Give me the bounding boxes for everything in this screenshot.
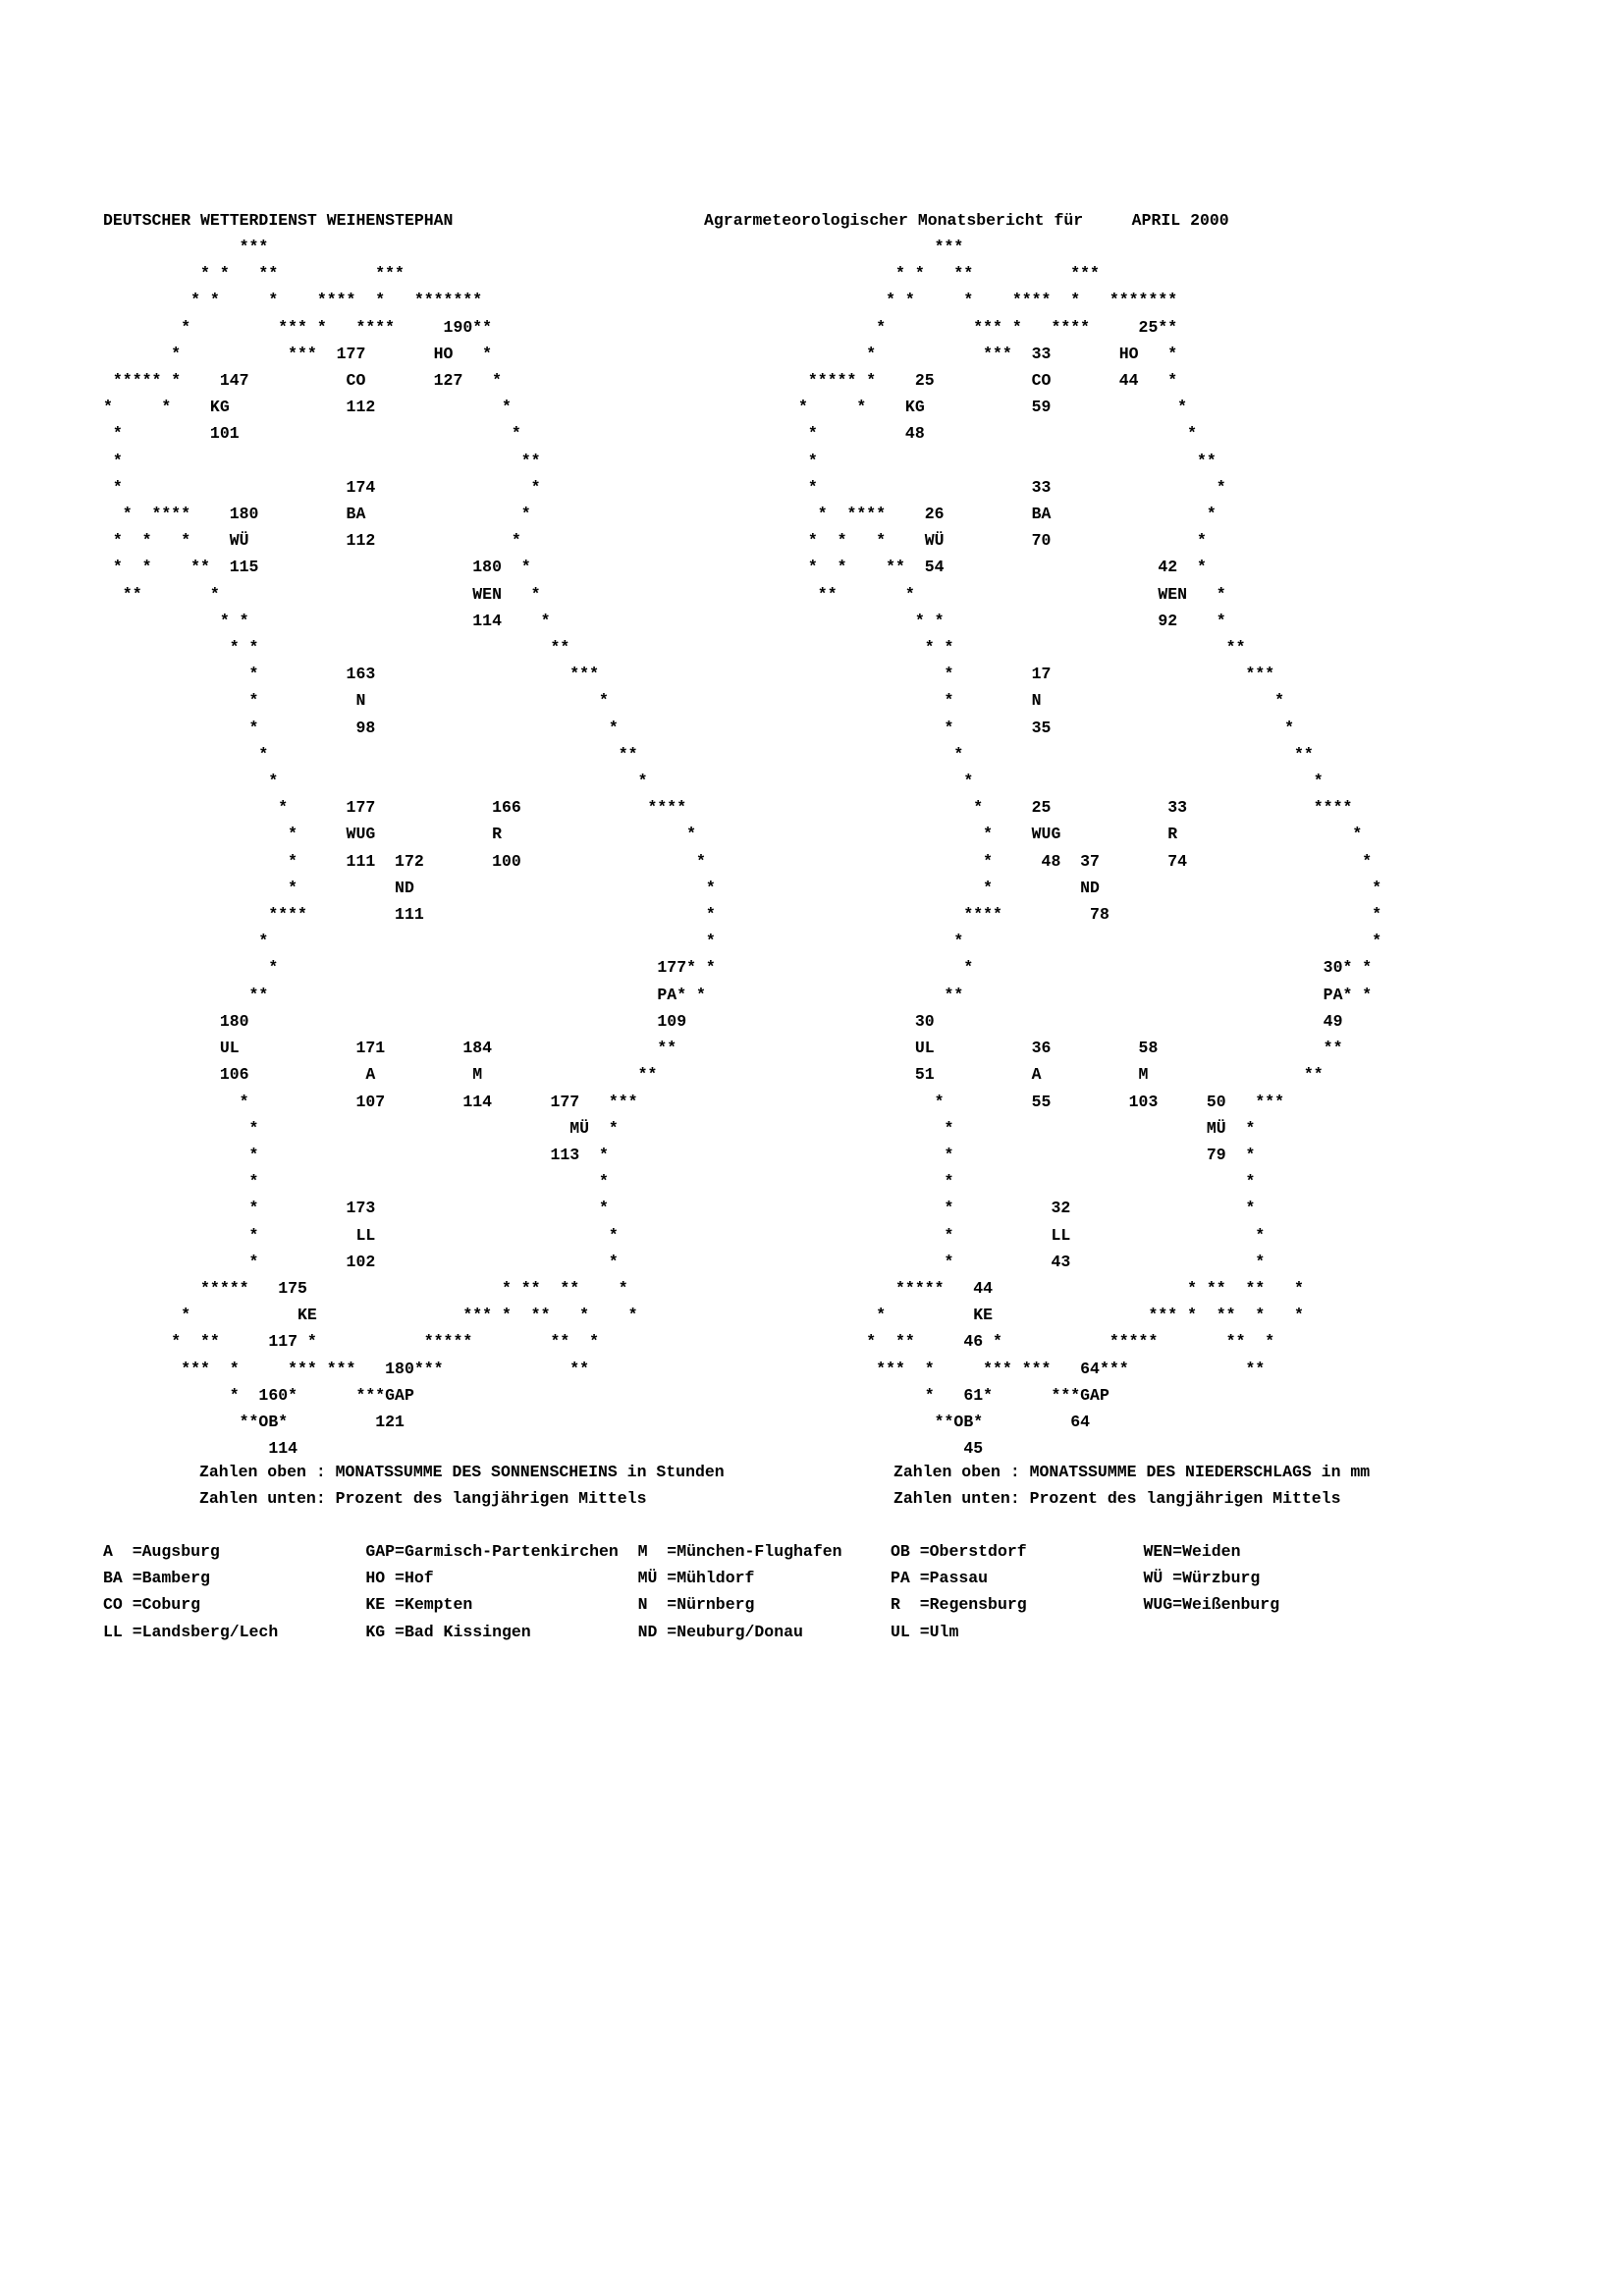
- sunshine-map: *** * * ** *** * * * **** * ******* * *** * **** 190** * *** 177 HO * ***** * 147 CO 127 * * * KG 112 * * 101 * * ** * 174 * * **** 180 BA * * * * WÜ 112 * * * ** 115 180 * ** * WEN * * * 114 * * * ** * 163 *** * N * * 98 * * ** * * * 177 166 **** * WUG R * * 111 172 100 * * ND * **** 111 * * * * 177* * ** PA* * 180 109 UL 171 184 ** 106 A M ** * 107 114 177 *** * MÜ * * 113 * * * * 173 * * LL * * 102 * ***** 175 * ** ** * * KE *** * ** * * * ** 117 * ***** ** * *** * *** *** 180*** ** * 160* ***GAP **OB* 121 114: [103, 238, 716, 1459]
- organization-name: DEUTSCHER WETTERDIENST WEIHENSTEPHAN: [103, 211, 454, 230]
- precipitation-note-top: Zahlen oben : MONATSSUMME DES NIEDERSCHLAGS in mm: [893, 1463, 1371, 1481]
- sunshine-note-bottom: Zahlen unten: Prozent des langjährigen Mittels: [199, 1489, 647, 1509]
- precipitation-note-bottom: Zahlen unten: Prozent des langjährigen Mittels: [893, 1489, 1341, 1509]
- precipitation-map: *** * * ** *** * * * **** * ******* * *** * **** 25** * *** 33 HO * ***** * 25 CO 44 * * * KG 59 * * 48 * * ** * 33 * * **** 26 BA * * * * WÜ 70 * * * ** 54 42 * ** * WEN * * * 92 * * * ** * 17 *** * N * * 35 * * ** * * * 25 33 **** * WUG R * * 48 37 74 * * ND * **** 78 * * * * 30* * ** PA* * 30 49 UL 36 58 ** 51 A M ** * 55 103 50 *** * MÜ * * 79 * * * * 32 * * LL * * 43 * ***** 44 * ** ** * * KE *** * ** * * * ** 46 * ***** ** * *** * *** *** 64*** ** * 61* ***GAP **OB* 64 45: [798, 238, 1382, 1459]
- report-title: Agrarmeteorologischer Monatsbericht für APRIL 2000: [704, 211, 1229, 230]
- station-legend: A =Augsburg GAP=Garmisch-Partenkirchen M =München-Flughafen OB =Oberstdorf WEN=Weiden BA =Bamberg HO =Hof MÜ =Mühldorf PA =Passau WÜ =Würzburg CO =Coburg KE =Kempten N =Nürnberg R =Regensburg WUG=Weißenburg LL =Landsberg/Lech KG =Bad Kissingen ND =Neuburg/Donau UL =Ulm: [103, 1542, 1280, 1641]
- precipitation-notes: [893, 1459, 1370, 1512]
- sunshine-notes: [199, 1459, 725, 1512]
- sunshine-note-top: Zahlen oben : MONATSSUMME DES SONNENSCHEINS in Stunden: [199, 1463, 725, 1481]
